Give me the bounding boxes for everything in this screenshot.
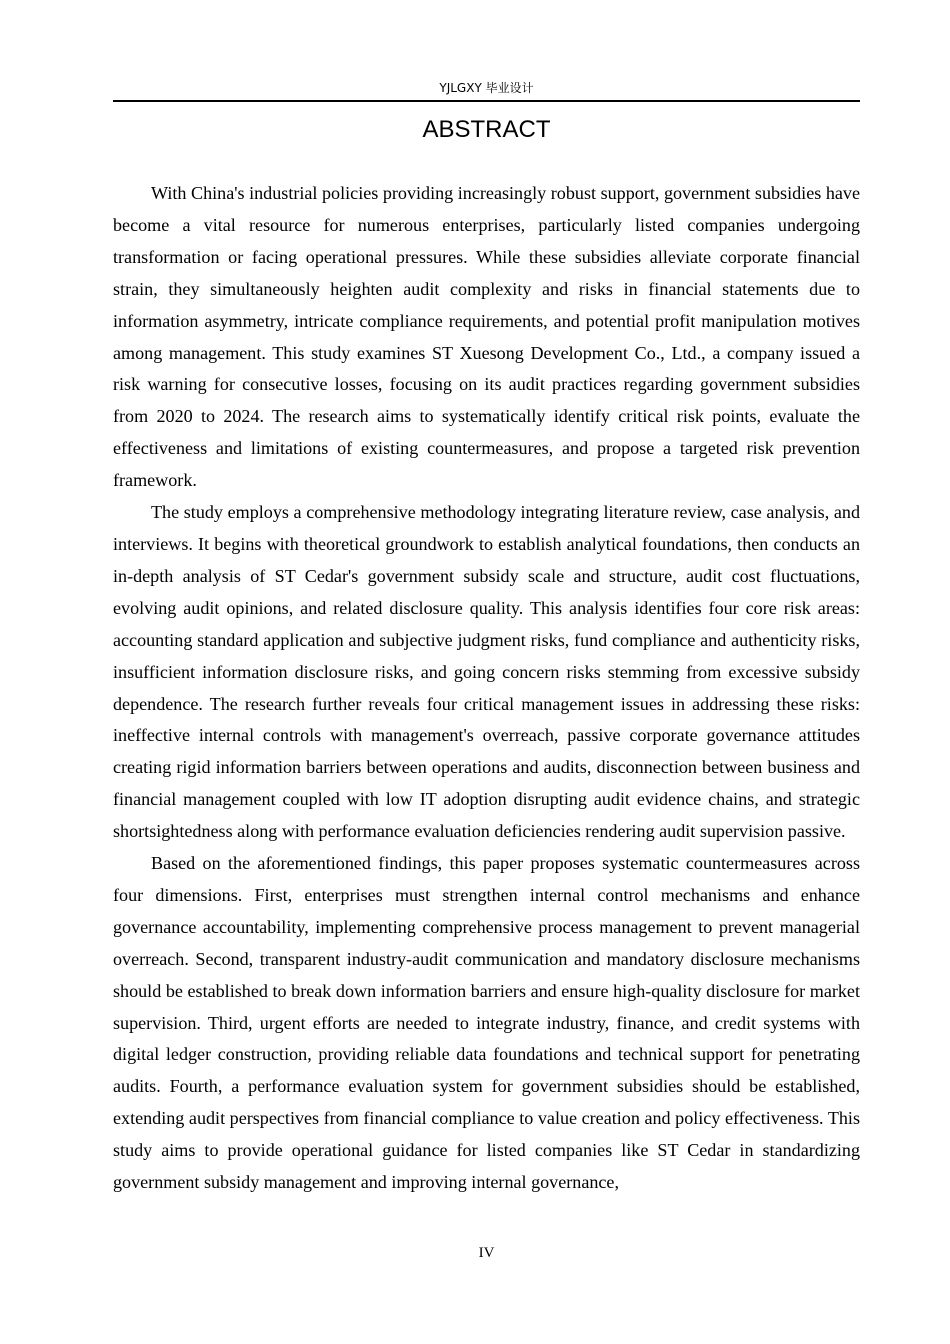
- running-header: YJLGXY 毕业设计: [439, 81, 534, 95]
- abstract-paragraph-3: Based on the aforementioned findings, this paper proposes systematic countermeasures across four dimensions. First, enterprises must strengthen internal control mechanisms and enhance governance accountability, implementing comprehensive process management to prevent managerial overreach. Second, transparent industry-audit communication and mandatory disclosure mechanisms should be established to break down information barriers and ensure high-quality disclosure for market supervision. Third, urgent efforts are needed to integrate industry, finance, and credit systems with digital ledger construction, providing reliable data foundations and technical support for penetrating audits. Fourth, a performance evaluation system for government subsidies should be established, extending audit perspectives from financial compliance to value creation and policy effectiveness. This study aims to provide operational guidance for listed companies like ST Cedar in standardizing government subsidy management and improving internal governance,: [113, 853, 860, 1193]
- page-number: IV: [478, 1245, 495, 1261]
- abstract-paragraph-1: With China's industrial policies providing increasingly robust support, government subsidies have become a vital resource for numerous enterprises, particularly listed companies undergoing transformation or facing operational pressures. While these subsidies alleviate corporate financial strain, they simultaneously heighten audit complexity and risks in financial statements due to information asymmetry, intricate compliance requirements, and potential profit manipulation motives among management. This study examines ST Xuesong Development Co., Ltd., a company issued a risk warning for consecutive losses, focusing on its audit practices regarding government subsidies from 2020 to 2024. The research aims to systematically identify critical risk points, evaluate the effectiveness and limitations of existing countermeasures, and propose a targeted risk prevention framework.: [113, 183, 860, 491]
- abstract-paragraph-2: The study employs a comprehensive methodology integrating literature review, case analysis, and interviews. It begins with theoretical groundwork to establish analytical foundations, then conducts an in-depth analysis of ST Cedar's government subsidy scale and structure, audit cost fluctuations, evolving audit opinions, and related disclosure quality. This analysis identifies four core risk areas: accounting standard application and subjective judgment risks, fund compliance and authenticity risks, insufficient information disclosure risks, and going concern risks stemming from excessive subsidy dependence. The research further reveals four critical management issues in addressing these risks: ineffective internal controls with management's overreach, passive corporate governance attitudes creating rigid information barriers between operations and audits, disconnection between business and financial management coupled with low IT adoption disrupting audit evidence chains, and strategic shortsightedness along with performance evaluation deficiencies rendering audit supervision passive.: [113, 502, 860, 842]
- header-rule: [113, 100, 860, 102]
- abstract-body: [113, 178, 860, 1199]
- abstract-title: ABSTRACT: [422, 116, 551, 143]
